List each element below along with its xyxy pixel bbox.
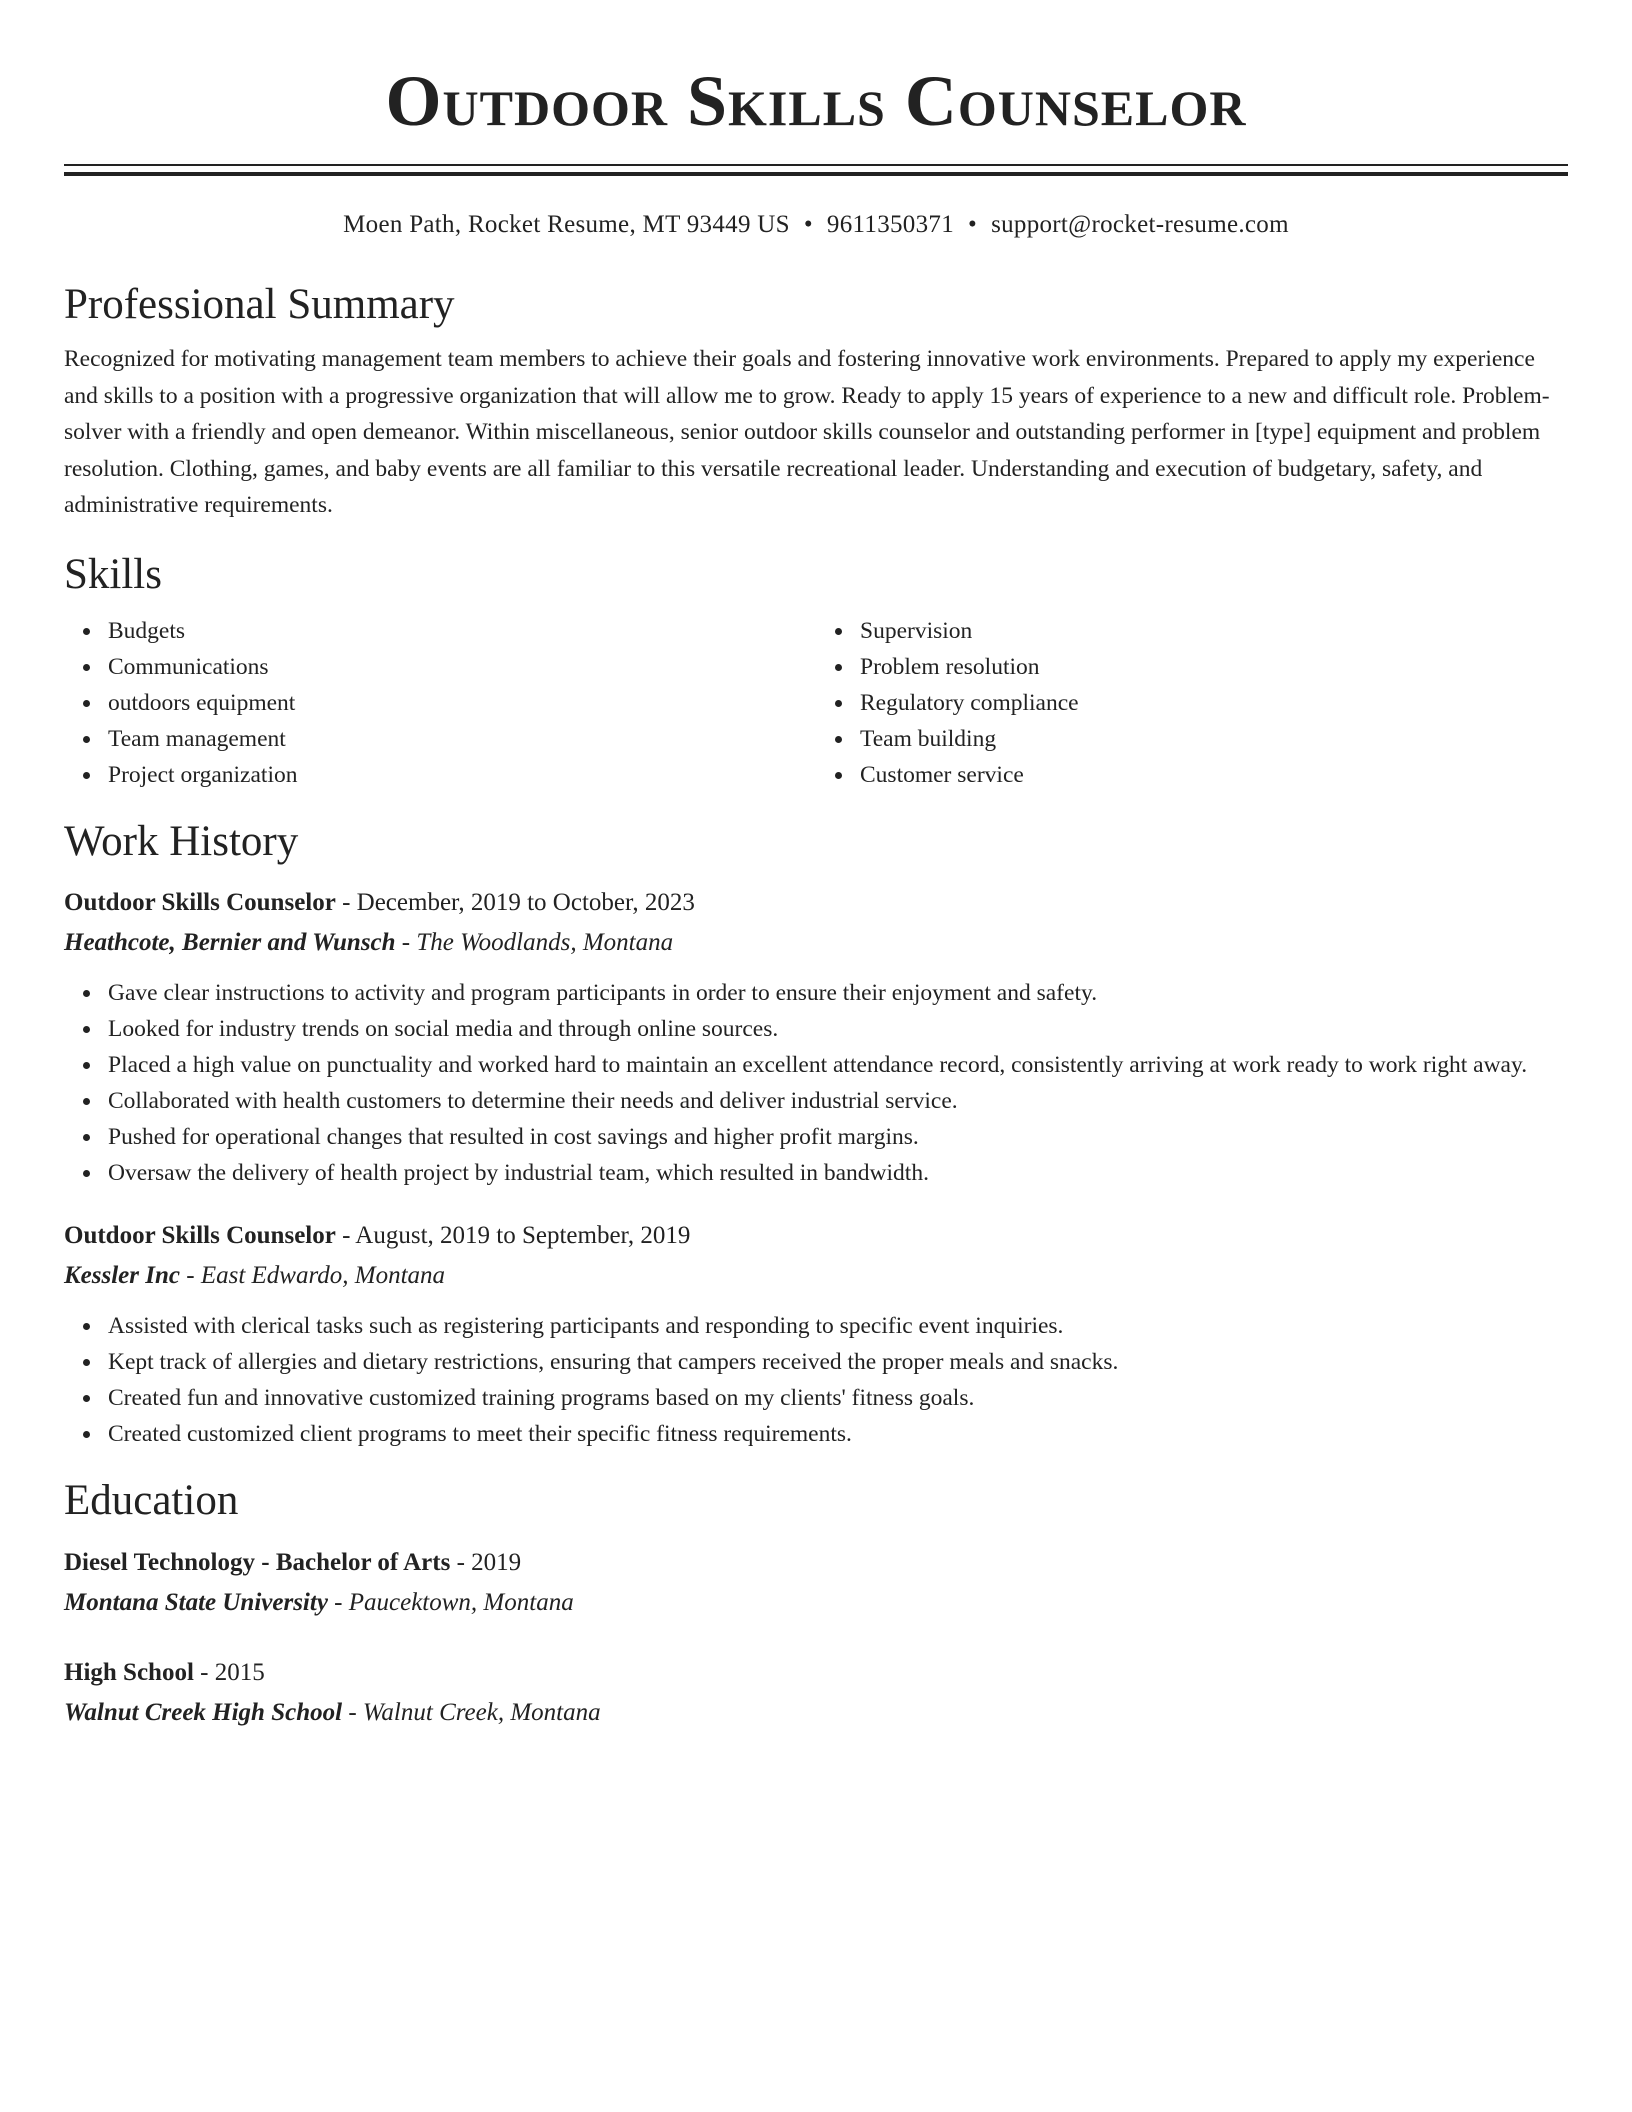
job-company-line: Kessler Inc - East Edwardo, Montana [64,1261,446,1289]
job-dates: December, 2019 to October, 2023 [356,888,695,916]
skill-item: Communications [108,649,816,685]
education-degree: Diesel Technology - Bachelor of Arts [64,1548,451,1576]
summary-text: Recognized for motivating management team members to achieve their goals and fostering innovative work environments. Prepared to apply my experience and skills to a position with a progressive organization that will allow me to grow. Ready to apply 15 years of experience to a new and difficult role. Problem-solver with a friendly and open demeanor. Within miscellaneous, senior outdoor skills counselor and outstanding performer in [type] equipment and problem resolution. Clothing, games, and baby events are all familiar to this versatile recreational leader. Understanding and execution of budgetary, safety, and administrative requirements. [64,346,1550,518]
education-entry [64,1658,1568,1728]
job-bullet: Kept track of allergies and dietary restrictions, ensuring that campers received the proper meals and snacks. [108,1344,1568,1380]
education-year: 2019 [471,1548,522,1576]
job-company-line: Heathcote, Bernier and Wunsch - The Woodlands, Montana [64,928,674,956]
skill-item: Regulatory compliance [860,685,1568,721]
contact-separator: • [803,211,813,238]
education-school-line: Walnut Creek High School - Walnut Creek, Montana [64,1698,601,1726]
education-degree-line: Diesel Technology - Bachelor of Arts - 2019 [64,1548,522,1576]
job-title-line: Outdoor Skills Counselor - December, 2019 to October, 2023 [64,888,695,916]
job-title-line: Outdoor Skills Counselor - August, 2019 to September, 2019 [64,1221,691,1249]
resume-name-heading: Outdoor Skills Counselor [385,61,1247,141]
contact-address: Moen Path, Rocket Resume, MT 93449 US [343,211,790,238]
section-heading-skills: Skills [64,550,162,598]
job-bullet: Pushed for operational changes that resulted in cost savings and higher profit margins. [108,1119,1568,1155]
contact-line [64,210,1568,240]
job-location: The Woodlands, Montana [416,928,674,956]
education-degree-line: High School - 2015 [64,1658,265,1686]
job-bullet: Oversaw the delivery of health project by industrial team, which resulted in bandwidth. [108,1155,1568,1191]
job-bullet: Assisted with clerical tasks such as registering participants and responding to specific event inquiries. [108,1308,1568,1344]
education-degree: High School [64,1658,194,1686]
job-entry [64,888,1568,1191]
resume-page [64,0,1568,1728]
job-entry [64,1221,1568,1452]
education-entry [64,1548,1568,1618]
skill-item: outdoors equipment [108,685,816,721]
header-divider-thin [64,164,1568,166]
education-school: Montana State University [64,1588,328,1616]
education-school-line: Montana State University - Paucektown, Montana [64,1588,574,1616]
job-title: Outdoor Skills Counselor [64,888,336,916]
skill-item: Project organization [108,757,816,793]
job-bullet: Created fun and innovative customized training programs based on my clients' fitness goals. [108,1380,1568,1416]
skills-column-right [816,613,1568,793]
education-location: Paucektown, Montana [348,1588,574,1616]
skills-column-left [64,613,816,793]
contact-phone: 9611350371 [826,211,954,238]
education-location: Walnut Creek, Montana [362,1698,601,1726]
job-location: East Edwardo, Montana [200,1261,446,1289]
job-bullet: Created customized client programs to meet their specific fitness requirements. [108,1416,1568,1452]
job-bullet: Gave clear instructions to activity and program participants in order to ensure their enjoyment and safety. [108,975,1568,1011]
job-title: Outdoor Skills Counselor [64,1221,336,1249]
job-bullet: Collaborated with health customers to determine their needs and deliver industrial service. [108,1083,1568,1119]
contact-separator: • [968,211,978,238]
job-company: Heathcote, Bernier and Wunsch [64,928,396,956]
job-dates: August, 2019 to September, 2019 [355,1221,691,1249]
skill-item: Customer service [860,757,1568,793]
education-year: 2015 [214,1658,265,1686]
skill-item: Budgets [108,613,816,649]
section-heading-work-history: Work History [64,817,299,865]
education-school: Walnut Creek High School [64,1698,343,1726]
header-divider-thick [64,172,1568,176]
section-heading-education: Education [64,1476,239,1524]
contact-email: support@rocket-resume.com [991,211,1289,238]
job-company: Kessler Inc [64,1261,180,1289]
job-bullet: Placed a high value on punctuality and worked hard to maintain an excellent attendance record, consistently arriving at work ready to work right away. [108,1047,1568,1083]
skills-list [64,613,1568,793]
skill-item: Problem resolution [860,649,1568,685]
job-bullets [64,975,1568,1191]
job-bullets [64,1308,1568,1452]
skill-item: Team building [860,721,1568,757]
job-bullet: Looked for industry trends on social media and through online sources. [108,1011,1568,1047]
skill-item: Team management [108,721,816,757]
section-heading-summary: Professional Summary [64,281,455,328]
skill-item: Supervision [860,613,1568,649]
